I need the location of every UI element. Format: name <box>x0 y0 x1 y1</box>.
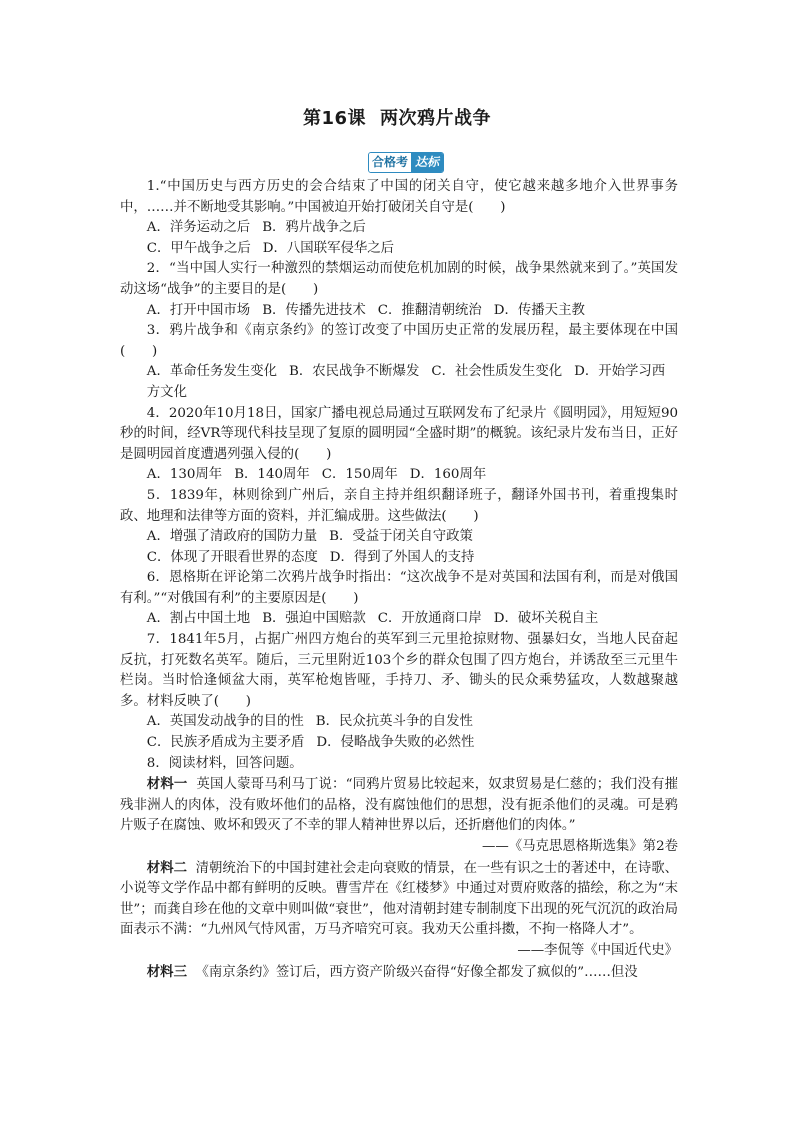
option: C．社会性质发生变化 <box>431 364 563 380</box>
option: D．得到了外国人的支持 <box>329 549 475 565</box>
option: C．甲午战争之后 <box>146 240 251 256</box>
material-text: 清朝统治下的中国封建社会走向衰败的情景，在一些有识之士的著述中，在诗歌、小说等文学作品中都有鲜明的反映。曹雪芹在《红楼梦》中通过对贾府败落的描绘，称之为“末世”；而龚自珍在他的文章中则叫做“衰世”，他对清朝封建专制制度下出现的死气沉沉的政治局面表示不满：“九州风气恃风雷，万马齐喑究可哀。我劝天公重抖擞，不拘一格降人才”。 <box>120 860 679 938</box>
option: A．洋务运动之后 <box>146 220 251 236</box>
option: A．打开中国市场 <box>146 302 251 318</box>
material-label: 材料二 <box>146 859 188 876</box>
option-line <box>120 733 678 754</box>
option: D．160周年 <box>409 467 487 483</box>
question-stem: 1.“中国历史与西方历史的会合结束了中国的闭关自守，使它越来越多地介入世界事务中，……并不断地受其影响。”中国被迫开始打破闭关自守是( ) <box>120 179 678 215</box>
option: A．割占中国土地 <box>146 611 251 627</box>
option-line <box>120 609 678 630</box>
option: B．140周年 <box>234 467 310 483</box>
option: B．传播先进技术 <box>262 302 366 318</box>
option: C．民族矛盾成为主要矛盾 <box>146 735 305 751</box>
badge-left-label: 合格考 <box>369 153 411 172</box>
option: B．强迫中国赔款 <box>262 611 366 627</box>
option: C．推翻清朝统治 <box>377 302 482 318</box>
option: D．破坏关税自主 <box>493 611 599 627</box>
question-stem: 7．1841年5月，占据广州四方炮台的英军到三元里抢掠财物、强暴妇女，当地人民奋起反抗，打死数名英军。随后，三元里附近103个乡的群众包围了四方炮台，并诱敌至三元里牛栏岗。当时恰逢倾盆大雨，英军枪炮皆哑，手持刀、矛、锄头的民众乘势猛攻，人数越聚越多。材料反映了( ) <box>120 632 678 709</box>
material-label: 材料一 <box>146 776 188 793</box>
option: B．鸦片战争之后 <box>262 220 366 236</box>
option-line <box>120 527 678 548</box>
section-badge <box>368 152 444 173</box>
option: B．民众抗英斗争的自发性 <box>315 714 473 730</box>
material-two <box>120 858 678 941</box>
option: D．开始学习西方文化 <box>146 364 666 400</box>
option: A．增强了清政府的国防力量 <box>146 529 318 545</box>
option-line <box>120 712 678 733</box>
question-stem: 2．“当中国人实行一种激烈的禁烟运动而使危机加剧的时候，战争果然就来到了。”英国发动这场“战争”的主要目的是( ) <box>120 261 678 297</box>
option-line <box>120 301 678 322</box>
option-line <box>120 239 678 260</box>
option: D．传播天主教 <box>493 302 585 318</box>
badge-right-label: 达标 <box>411 153 443 172</box>
option: D．侵略战争失败的必然性 <box>316 735 475 751</box>
page-title <box>0 104 794 130</box>
option: A．130周年 <box>146 467 223 483</box>
question-stem: 4．2020年10月18日，国家广播电视总局通过互联网发布了纪录片《圆明园》，用短短90秒的时间，经VR等现代科技呈现了复原的圆明园“全盛时期”的概貌。该纪录片发布当日，正好是圆明园首度遭遇列强入侵的( ) <box>120 405 678 462</box>
option-line <box>120 465 678 486</box>
option: A．革命任务发生变化 <box>146 364 277 380</box>
material-three <box>120 962 678 984</box>
question-stem: 6．恩格斯在评论第二次鸦片战争时指出：“这次战争不是对英国和法国有利，而是对俄国有利。”“对俄国有利”的主要原因是( ) <box>120 570 678 606</box>
material-label: 材料三 <box>146 963 187 980</box>
option: A．英国发动战争的目的性 <box>146 714 304 730</box>
option: D．八国联军侵华之后 <box>262 240 395 256</box>
option-line <box>120 218 678 239</box>
option: B．受益于闭关自守政策 <box>329 529 473 545</box>
option: B．农民战争不断爆发 <box>288 364 420 380</box>
question-stem: 3．鸦片战争和《南京条约》的签订改变了中国历史正常的发展历程，最主要体现在中国( ) <box>120 323 678 359</box>
option-line <box>120 548 678 569</box>
material-source: ——《马克思恩格斯选集》第2卷 <box>482 839 678 854</box>
material-text: 英国人蒙哥马利马丁说：“同鸦片贸易比较起来，奴隶贸易是仁慈的；我们没有摧残非洲人的肉体，没有败坏他们的品格，没有腐蚀他们的思想，没有扼杀他们的灵魂。可是鸦片贩子在腐蚀、败坏和毁灭了不幸的罪人精神世界以后，还折磨他们的肉体。” <box>120 777 679 834</box>
lesson-name: 两次鸦片战争 <box>380 108 492 129</box>
material-text: 《南京条约》签订后，西方资产阶级兴奋得“好像全都发了疯似的”……但没 <box>195 964 638 980</box>
option: C．150周年 <box>321 467 398 483</box>
lesson-number: 第16课 <box>302 108 367 129</box>
option-line <box>120 362 678 403</box>
material-one <box>120 774 678 837</box>
material-source: ——李侃等《中国近代史》 <box>517 942 678 958</box>
question-list <box>120 177 678 983</box>
question-stem: 5．1839年，林则徐到广州后，亲自主持并组织翻译班子，翻译外国书刊，着重搜集时政、地理和法律等方面的资料，并汇编成册。这些做法( ) <box>120 487 678 524</box>
option: C．开放通商口岸 <box>377 611 482 627</box>
question-stem: 8．阅读材料，回答问题。 <box>146 755 303 771</box>
option: C．体现了开眼看世界的态度 <box>146 549 318 565</box>
